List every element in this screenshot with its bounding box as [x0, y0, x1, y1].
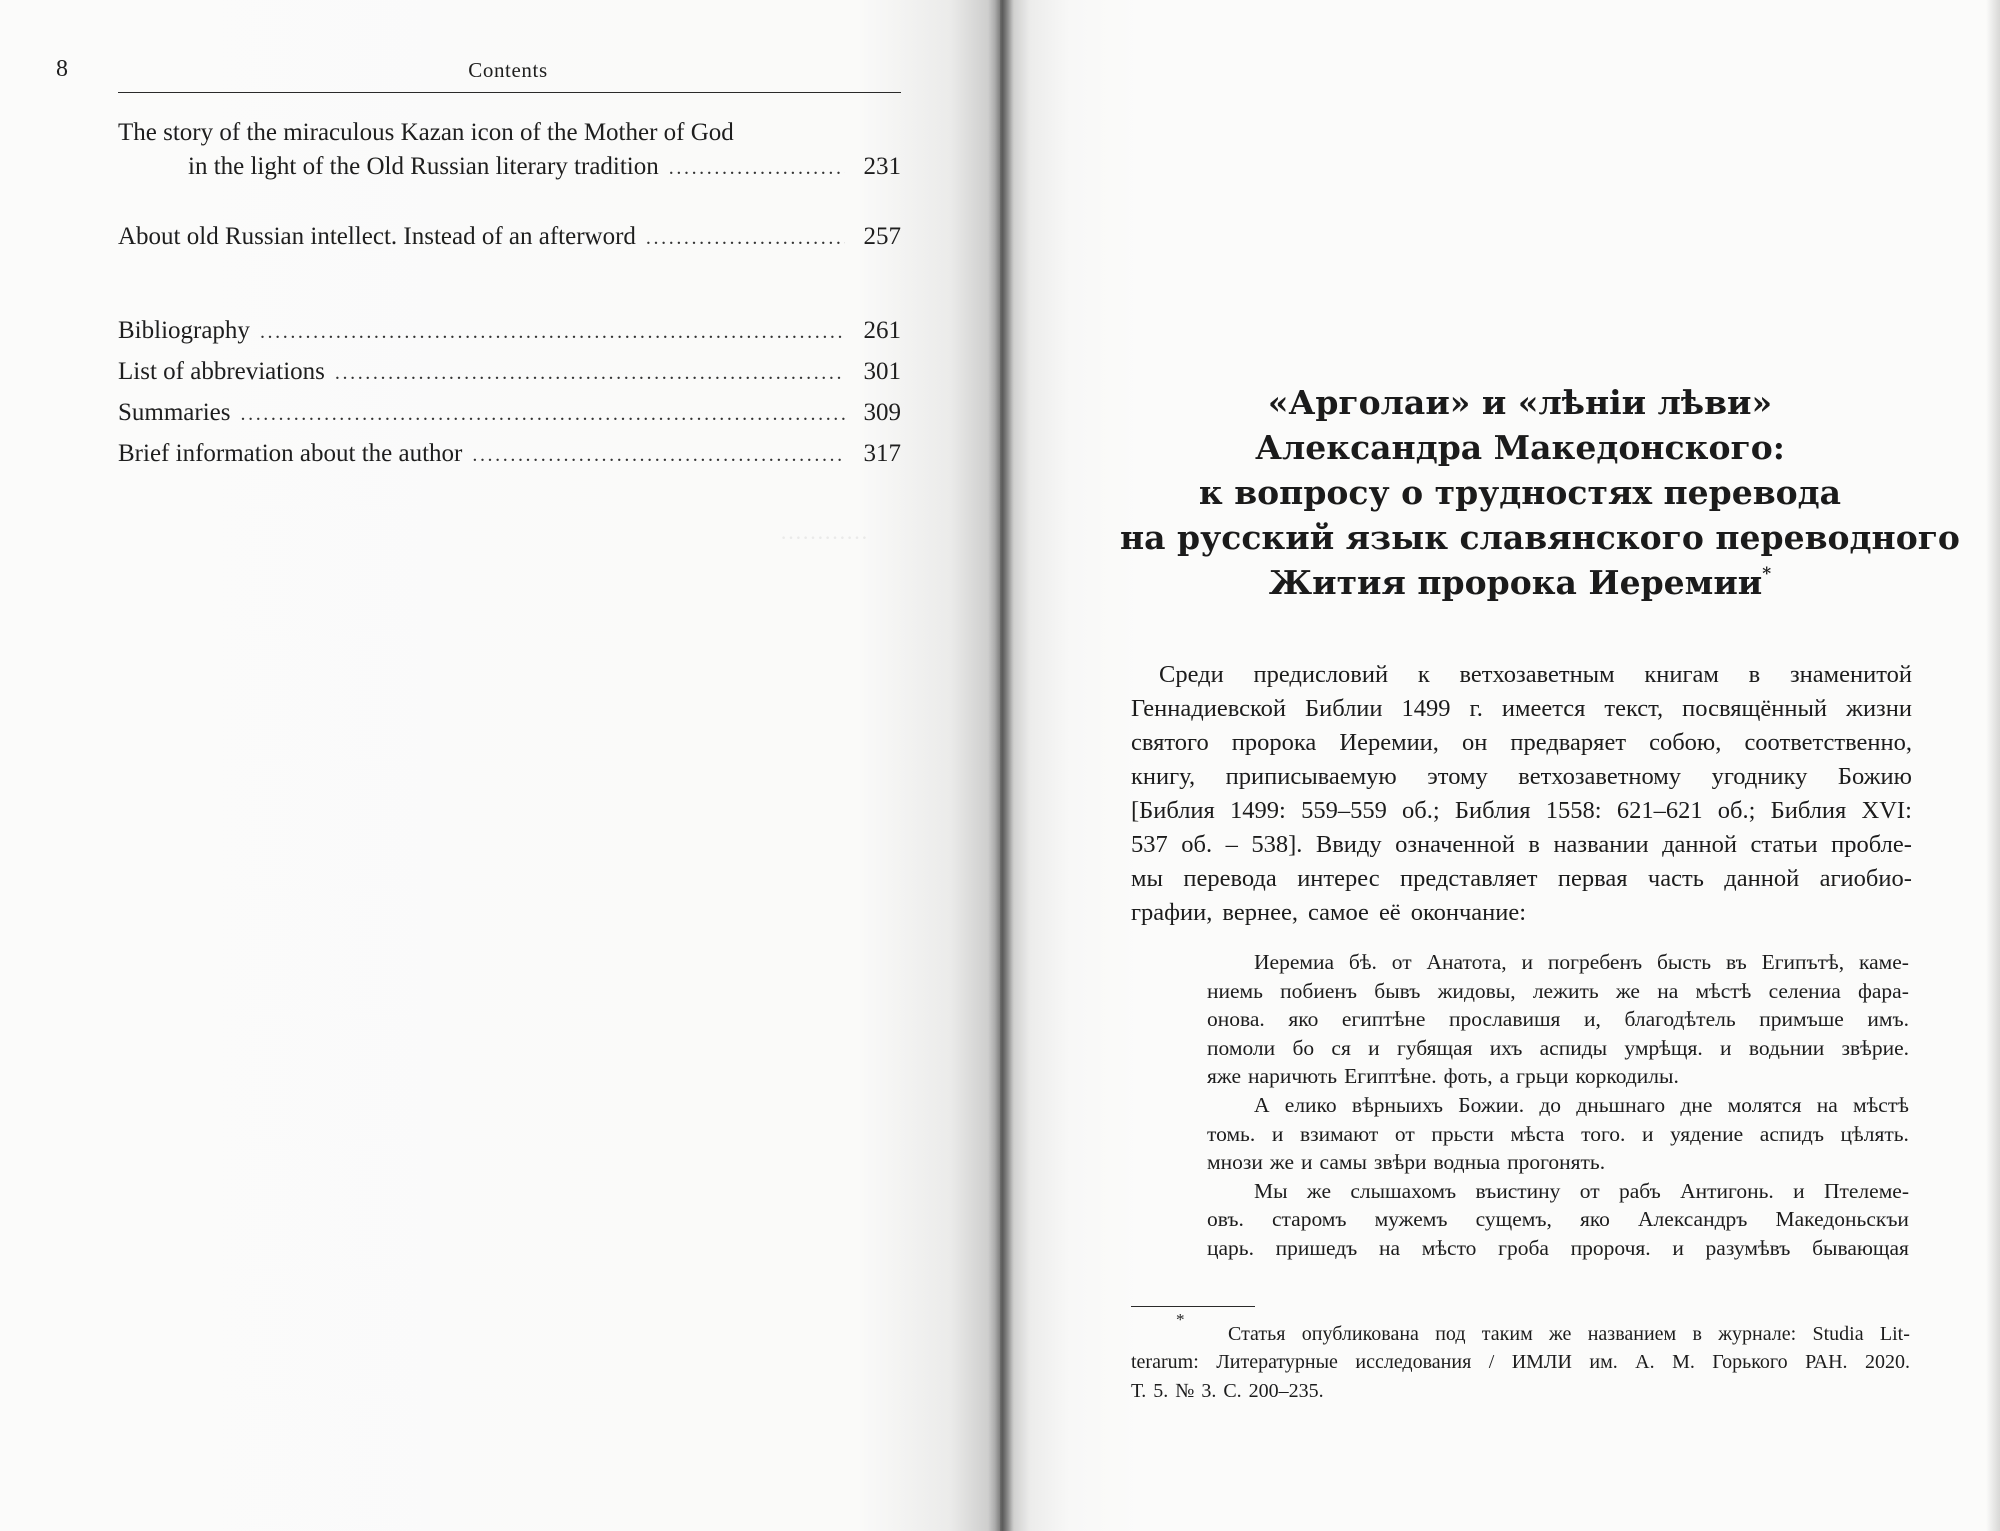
word: и, [1584, 1007, 1601, 1032]
left-page: ………… 8 Contents The story of the miraculous Kazan icon of the Mother of God in the light of the Old Russian literary tradition ..... 231 About old Russian intellect. Instead of an afterword ..... 257 Bibliography ..... 261 List of abbreviations ..... 301 Summaries ..... 309 Brief information about the author ..... 317 [0, 0, 1000, 1531]
footnote-line [1131, 1348, 1910, 1376]
word: египтѣне [1341, 1007, 1426, 1032]
word: же [1549, 1323, 1572, 1345]
quote-line [1207, 1120, 1909, 1149]
word: книгу, [1131, 763, 1196, 790]
word: Египтѣне. [1344, 1064, 1437, 1089]
word: Александръ [1638, 1207, 1748, 1232]
word: ихъ [1489, 1035, 1523, 1060]
toc-entry[interactable] [118, 355, 901, 389]
spine-shadow [988, 0, 1014, 1531]
word: Божии. [1458, 1092, 1525, 1117]
quote-line [1207, 1005, 1909, 1034]
word: онова. [1207, 1007, 1265, 1032]
word: им. [1589, 1351, 1618, 1374]
word: въистину [1475, 1178, 1561, 1203]
word: 3. [1201, 1379, 1217, 1402]
word: Антигонь. [1680, 1178, 1774, 1203]
word: грьци [1516, 1064, 1569, 1089]
toc-page-number: 231 [863, 153, 901, 180]
word: фара- [1857, 978, 1909, 1003]
word: водныа [1433, 1150, 1501, 1175]
word: в [1528, 831, 1540, 858]
word: яже [1207, 1064, 1242, 1089]
word: С. [1223, 1379, 1242, 1402]
word: XVI: [1861, 797, 1912, 824]
word: Среди [1159, 661, 1224, 688]
word: прьсти [1431, 1121, 1494, 1146]
word: журнале: [1718, 1323, 1797, 1345]
article-title [1120, 380, 1960, 605]
word: Ввиду [1315, 831, 1382, 858]
quote-line [1207, 948, 1909, 977]
dot-leader [669, 151, 845, 185]
word: исследования [1355, 1351, 1472, 1374]
title-line: «Арголаи» и «лѣніи лѣви» [1267, 383, 1773, 422]
dot-leader [241, 397, 846, 431]
word: мужемъ [1374, 1207, 1448, 1232]
word: М. [1672, 1351, 1695, 1374]
word: Птелеме- [1823, 1178, 1909, 1203]
word: примъше [1759, 1007, 1844, 1032]
word: имеется [1501, 695, 1586, 722]
word: каме- [1858, 950, 1909, 974]
word: и [1368, 1035, 1380, 1060]
word: ИМЛИ [1511, 1351, 1572, 1374]
word: в [1692, 1323, 1702, 1345]
word: царь. [1207, 1235, 1254, 1260]
toc-page-number: 317 [863, 440, 901, 467]
toc-entry[interactable] [118, 116, 901, 184]
word: интерес [1297, 865, 1380, 892]
word: первая [1557, 865, 1628, 892]
text-line [1131, 726, 1912, 760]
word: самое [1307, 899, 1369, 926]
word: – [1225, 831, 1238, 858]
quote-line [1207, 977, 1909, 1006]
toc-page-number: 257 [863, 223, 901, 250]
word: об.; [1717, 797, 1756, 824]
word: названии [1553, 831, 1649, 858]
word: часть [1647, 865, 1704, 892]
word: Анатота, [1426, 950, 1507, 974]
word: А [1254, 1092, 1270, 1117]
word: № [1175, 1379, 1195, 1402]
word: Studia [1812, 1323, 1864, 1345]
word: предваряет [1510, 729, 1627, 756]
text-line [1131, 760, 1912, 794]
word: селениа [1768, 978, 1841, 1003]
word: на [1816, 1092, 1838, 1117]
dot-leader [335, 356, 845, 390]
word: бывающая [1812, 1235, 1909, 1260]
word: 621–621 [1616, 797, 1703, 824]
word: же [1615, 978, 1640, 1003]
toc-entry-title: About old Russian intellect. Instead of an afterword [118, 223, 636, 250]
word: 559–559 [1301, 797, 1387, 824]
word: к [1417, 661, 1430, 688]
word: мнози [1207, 1150, 1263, 1175]
word: об. [1181, 831, 1213, 858]
word: благодѣтель [1624, 1007, 1736, 1032]
word: наричють [1248, 1064, 1338, 1089]
word: лежить [1532, 978, 1599, 1003]
word: пророчя. [1570, 1235, 1651, 1260]
title-line: к вопросу о трудностях перевода [1198, 473, 1842, 512]
footnote-rule [1131, 1306, 1255, 1307]
word: и [1641, 1121, 1654, 1146]
word: сущемъ, [1475, 1207, 1552, 1232]
word: перевода [1183, 865, 1277, 892]
toc-entry[interactable] [118, 396, 901, 430]
word: слышахомъ [1350, 1178, 1457, 1203]
word: книгам [1644, 661, 1719, 688]
word: Библия [1770, 797, 1847, 824]
word: Иеремии, [1339, 729, 1439, 756]
word: яко [1288, 1007, 1319, 1032]
word: / [1488, 1351, 1495, 1374]
word: звѣрие. [1841, 1035, 1909, 1060]
word: рабъ [1618, 1178, 1661, 1203]
toc-entry[interactable] [118, 314, 901, 348]
word: Божию [1837, 763, 1912, 790]
text-line [1131, 692, 1912, 726]
word: данной [1724, 865, 1800, 892]
word: РАН. [1805, 1351, 1848, 1374]
word: прославишя [1448, 1007, 1561, 1032]
word: молятся [1727, 1092, 1802, 1117]
text-line [1131, 658, 1912, 692]
word: жизни [1846, 695, 1912, 722]
word: текст, [1604, 695, 1664, 722]
word: и [1271, 1121, 1284, 1146]
word: опубликована [1301, 1323, 1419, 1345]
footnote-line [1131, 1320, 1910, 1348]
title-line: Александра Македонского: [1255, 428, 1785, 467]
word: звѣри [1373, 1150, 1427, 1175]
word: коркодилы. [1575, 1064, 1679, 1089]
word: Статья [1228, 1323, 1286, 1345]
word: святого [1131, 729, 1209, 756]
word: мѣстѣ [1695, 978, 1752, 1003]
word: 537 [1131, 831, 1168, 858]
title-footnote-mark: * [1762, 564, 1772, 584]
word: этому [1427, 763, 1488, 790]
word: означенной [1395, 831, 1515, 858]
word: названием [1587, 1323, 1677, 1345]
word: старомъ [1271, 1207, 1347, 1232]
word: мѣста [1510, 1121, 1565, 1146]
word: пришедъ [1275, 1235, 1358, 1260]
word: знаменитой [1789, 661, 1912, 688]
word: ниемь [1207, 978, 1263, 1003]
word: аспидъ [1759, 1121, 1824, 1146]
word: Горького [1712, 1351, 1788, 1374]
word: жидовы, [1437, 978, 1516, 1003]
quote-line [1207, 1062, 1909, 1091]
word: предисловий [1253, 661, 1389, 688]
word: пророка [1231, 729, 1317, 756]
word: губящая [1396, 1035, 1473, 1060]
dot-leader [646, 221, 845, 255]
word: на [1379, 1235, 1401, 1260]
word: 2020. [1864, 1351, 1910, 1374]
word: 1499: [1230, 797, 1286, 824]
title-line: Жития пророка Иеремии* [1268, 563, 1772, 602]
text-line [1131, 794, 1912, 828]
word: 5. [1153, 1379, 1169, 1402]
word: въ [1725, 950, 1747, 974]
word: прогонять. [1507, 1150, 1606, 1175]
dot-leader [472, 438, 845, 472]
toc-entry-title: Brief information about the author [118, 440, 463, 467]
word: её [1378, 899, 1401, 926]
word: и [1521, 950, 1534, 974]
footnote [1131, 1320, 1910, 1405]
word: бѣ. [1348, 950, 1377, 974]
word: до [1539, 1092, 1562, 1117]
text-line [1131, 862, 1912, 896]
word: погребенъ [1547, 950, 1643, 974]
dot-leader [260, 315, 845, 349]
word: дне [1680, 1092, 1713, 1117]
toc-page-number: 309 [863, 399, 901, 426]
word: Иеремиа [1254, 950, 1335, 974]
word: побиенъ [1280, 978, 1358, 1003]
word: дньшнаго [1576, 1092, 1666, 1117]
word: Т. [1131, 1379, 1147, 1402]
quote-line [1207, 1234, 1909, 1263]
word: бысть [1656, 950, 1712, 974]
word: под [1435, 1323, 1466, 1345]
quote-line [1207, 1148, 1909, 1177]
word: 1558: [1545, 797, 1602, 824]
word: имъ. [1867, 1007, 1909, 1032]
block-quotation [1207, 948, 1909, 1263]
word: того. [1581, 1121, 1626, 1146]
word: таким [1481, 1323, 1533, 1345]
toc-entry[interactable] [118, 437, 901, 471]
word: 1499 [1401, 695, 1451, 722]
toc-entry-title: in the light of the Old Russian literary tradition [188, 153, 659, 180]
word: ветхозаветным [1459, 661, 1615, 688]
word: елико [1284, 1092, 1337, 1117]
quote-line [1207, 1205, 1909, 1234]
word: бывъ [1374, 978, 1421, 1003]
text-line [1131, 828, 1912, 862]
word: г. [1469, 695, 1483, 722]
running-head: Contents [468, 58, 548, 82]
word: Литературные [1216, 1351, 1338, 1374]
word: мѣсто [1421, 1235, 1477, 1260]
body-paragraph [1131, 658, 1912, 930]
title-line: на русский язык славянского переводного [1120, 518, 1960, 557]
word: Lit- [1879, 1323, 1910, 1345]
word: посвящённый [1682, 695, 1828, 722]
word: помоли [1207, 1035, 1276, 1060]
word: пробле- [1831, 831, 1912, 858]
word: статьи [1750, 831, 1818, 858]
word: агиобио- [1819, 865, 1912, 892]
toc-entry-title: Summaries [118, 399, 231, 426]
word: же [1269, 1150, 1294, 1175]
word: Египътѣ, [1761, 950, 1845, 974]
word: на [1657, 978, 1679, 1003]
word: Мы [1254, 1178, 1288, 1203]
word: овъ. [1207, 1207, 1244, 1232]
word: аспиды [1539, 1035, 1608, 1060]
word: окончание: [1410, 899, 1527, 926]
word: Македоньскъи [1775, 1207, 1909, 1232]
word: [Библия [1131, 797, 1215, 824]
word: А. [1635, 1351, 1655, 1374]
word: ветхозаветному [1518, 763, 1682, 790]
word: от [1391, 950, 1412, 974]
word: яко [1579, 1207, 1610, 1232]
word: взимают [1299, 1121, 1379, 1146]
word: 200–235. [1248, 1379, 1324, 1402]
toc-entry-title: Bibliography [118, 317, 250, 344]
text-line [1131, 896, 1912, 930]
page-edge [1986, 0, 2000, 1531]
toc-page-number: 261 [863, 317, 901, 344]
word: и [1301, 1150, 1313, 1175]
word: от [1394, 1121, 1415, 1146]
word: ся [1331, 1035, 1351, 1060]
word: же [1306, 1178, 1332, 1203]
word: фоть, [1443, 1064, 1493, 1089]
word: представляет [1400, 865, 1538, 892]
toc-entry-title: List of abbreviations [118, 358, 325, 385]
word: приписываемую [1225, 763, 1397, 790]
quote-line [1207, 1034, 1909, 1063]
word: он [1461, 729, 1488, 756]
word: а [1499, 1064, 1510, 1089]
footnote-line [1131, 1377, 1910, 1405]
word: мы [1131, 865, 1163, 892]
word: бо [1292, 1035, 1315, 1060]
word: соответственно, [1744, 729, 1912, 756]
word: вернее, [1222, 899, 1298, 926]
quote-line [1207, 1091, 1909, 1120]
word: 538]. [1251, 831, 1303, 858]
word: и [1793, 1178, 1805, 1203]
word: гроба [1498, 1235, 1549, 1260]
toc-entry[interactable] [118, 220, 901, 254]
word: уядение [1670, 1121, 1744, 1146]
word: и [1720, 1035, 1732, 1060]
word: данной [1662, 831, 1737, 858]
word: мѣстѣ [1853, 1092, 1909, 1117]
word: цѣлять. [1840, 1121, 1909, 1146]
word: об.; [1402, 797, 1440, 824]
word: Библии [1305, 695, 1383, 722]
word: угоднику [1711, 763, 1808, 790]
quote-line [1207, 1177, 1909, 1206]
word: terarum: [1131, 1351, 1199, 1374]
header-rule [118, 92, 901, 93]
word: в [1748, 661, 1761, 688]
word: Геннадиевской [1131, 695, 1287, 722]
page-number: 8 [56, 56, 69, 82]
word: умрѣщя. [1624, 1035, 1703, 1060]
toc-page-number: 301 [863, 358, 901, 385]
word: от [1579, 1178, 1600, 1203]
word: вѣрныихъ [1351, 1092, 1444, 1117]
toc-entry-title: The story of the miraculous Kazan icon of the Mother of God [118, 119, 734, 146]
word: водьнии [1748, 1035, 1825, 1060]
word: графии, [1131, 899, 1213, 926]
footnote-mark: * [1176, 1310, 1185, 1329]
word: томь. [1207, 1121, 1256, 1146]
word: Библия [1454, 797, 1531, 824]
word: самы [1319, 1150, 1367, 1175]
word: собою, [1649, 729, 1722, 756]
word: и [1672, 1235, 1684, 1260]
word: разумѣвъ [1705, 1235, 1791, 1260]
